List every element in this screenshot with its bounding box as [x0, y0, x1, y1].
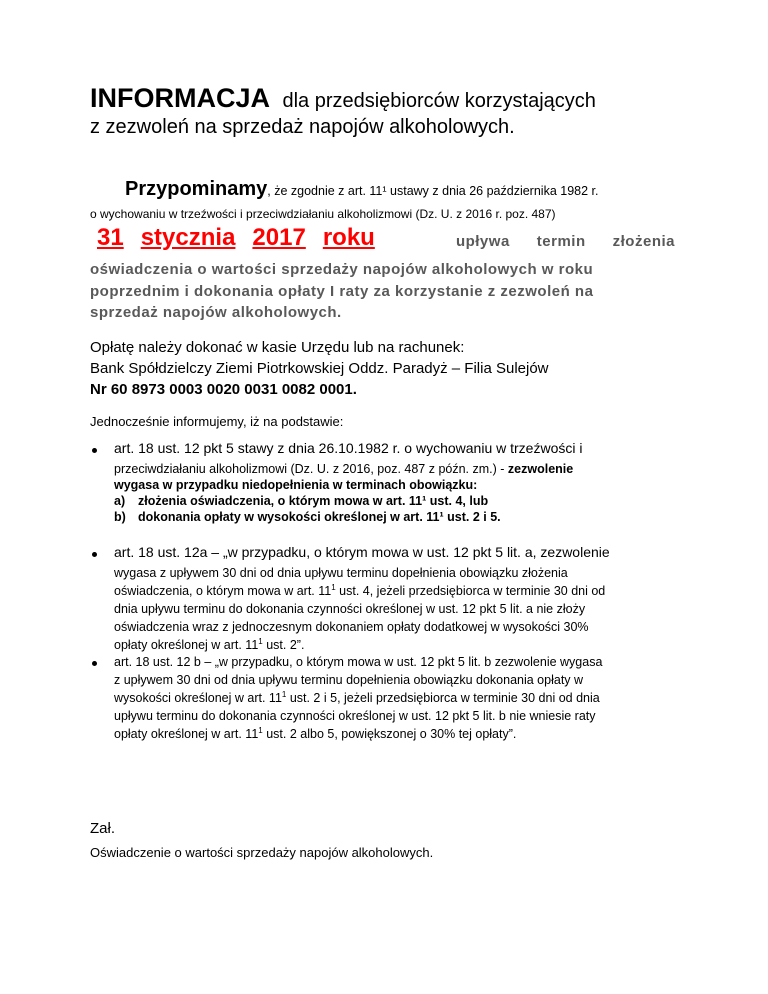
bullet2-line-3: [114, 584, 605, 598]
bullet2-line-6b: ust. 2”.: [262, 638, 305, 652]
reminder-date-line: [97, 224, 675, 252]
item-b-label: b): [114, 510, 126, 524]
bullet2-line-3-sup: 1: [331, 582, 336, 592]
bullet1-line-2: [114, 462, 573, 476]
bullet2-line-6-sup: 1: [258, 636, 263, 646]
bullet3-line-3a: wysokości określonej w art. 11: [114, 691, 282, 705]
bullet-dot-3: [92, 661, 97, 666]
reminder-grey-line-2: poprzednim i dokonania opłaty I raty za korzystanie z zezwoleń na: [90, 283, 594, 300]
bullet3-line-4: upływu terminu do dokonania czynności określonej w ust. 12 pkt 5 lit. b nie wniesie raty: [114, 709, 596, 723]
item-b-text: dokonania opłaty w wysokości określonej w art. 11¹ ust. 2 i 5.: [138, 510, 501, 524]
bullet1-line-2-bold: zezwolenie: [507, 462, 574, 476]
reminder-lead-rest: , że zgodnie z art. 11¹ ustawy z dnia 26 października 1982 r.: [267, 184, 599, 198]
bullet1-item-a: [114, 494, 488, 508]
bullet3-line-3-sup: 1: [281, 689, 287, 699]
title-rest: dla przedsiębiorców korzystających: [282, 90, 596, 112]
bullet1-line-1: art. 18 ust. 12 pkt 5 stawy z dnia 26.10.1982 r. o wychowaniu w trzeźwości i: [114, 440, 583, 456]
date-suffix: roku: [322, 224, 375, 251]
bullet2-line-6a: opłaty określonej w art. 11: [114, 638, 259, 652]
payment-line-1: Opłatę należy dokonać w kasie Urzędu lub na rachunek:: [90, 339, 465, 356]
document-title: [90, 83, 596, 114]
bullet1-line-3: wygasa w przypadku niedopełnienia w terminach obowiązku:: [114, 478, 478, 492]
bullet3-line-5a: opłaty określonej w art. 11: [114, 727, 259, 741]
deadline-after: [456, 224, 675, 252]
bullet3-line-5-sup: 1: [258, 725, 263, 735]
attachment-text: Oświadczenie o wartości sprzedaży napojów alkoholowych.: [90, 845, 434, 860]
after-word-1: upływa: [455, 233, 510, 250]
bullet-dot-1: [92, 448, 97, 453]
bullet3-line-5: [114, 727, 516, 741]
reminder-grey-line-3: sprzedaż napojów alkoholowych.: [90, 304, 342, 321]
payment-account-number: Nr 60 8973 0003 0020 0031 0082 0001.: [90, 381, 357, 398]
bullet3-line-2: z upływem 30 dni od dnia upływu terminu dopełnienia obowiązku dokonania opłaty w: [114, 673, 584, 687]
bullet2-line-5: oświadczenia wraz z jednoczesnym dokonaniem opłaty dodatkowej w wysokości 30%: [114, 620, 589, 634]
bullet3-line-3b: ust. 2 i 5, jeżeli przedsiębiorca w terminie 30 dni od dnia: [286, 691, 600, 705]
after-word-3: złożenia: [612, 233, 675, 250]
bullet-dot-2: [92, 552, 97, 557]
bullet2-line-3a: oświadczenia, o którym mowa w art. 11: [114, 584, 332, 598]
bullet2-line-2: wygasa z upływem 30 dni od dnia upływu terminu dopełnienia obowiązku złożenia: [114, 566, 568, 580]
bullet2-line-3b: ust. 4, jeżeli przedsiębiorca w terminie 30 dni od: [335, 584, 606, 598]
reminder-line-1: [125, 178, 598, 201]
item-a-text: złożenia oświadczenia, o którym mowa w art. 11¹ ust. 4, lub: [138, 494, 489, 508]
date-month: stycznia: [140, 224, 236, 251]
date-day: 31: [97, 224, 124, 251]
attachment-label: Zał.: [90, 820, 116, 837]
reminder-grey-line-1: oświadczenia o wartości sprzedaży napojów alkoholowych w roku: [90, 261, 594, 278]
bullet1-item-b: [114, 510, 501, 524]
bullet3-line-5b: ust. 2 albo 5, powiększonej o 30% tej opłaty”.: [262, 727, 517, 741]
bullet2-line-1: art. 18 ust. 12a – „w przypadku, o którym mowa w ust. 12 pkt 5 lit. a, zezwolenie: [114, 544, 610, 560]
date-year: 2017: [252, 224, 306, 251]
after-word-2: termin: [536, 233, 586, 250]
bullet2-line-4: dnia upływu terminu do dokonania czynności określonej w ust. 12 pkt 5 lit. a nie złoży: [114, 602, 586, 616]
title-emphasis: INFORMACJA: [90, 83, 270, 113]
item-a-label: a): [114, 494, 126, 508]
deadline-date: [97, 224, 375, 252]
reminder-lead: Przypominamy: [125, 178, 268, 200]
inform-line: Jednocześnie informujemy, iż na podstawie:: [90, 414, 344, 429]
title-line-2: z zezwoleń na sprzedaż napojów alkoholowych.: [90, 116, 515, 138]
bullet1-line-2-text: przeciwdziałaniu alkoholizmowi (Dz. U. z 2016, poz. 487 z późn. zm.) -: [114, 462, 508, 476]
bullet3-line-3: [114, 691, 600, 705]
payment-bank: Bank Spółdzielczy Ziemi Piotrkowskiej Oddz. Paradyż – Filia Sulejów: [90, 360, 549, 377]
reminder-line-2: o wychowaniu w trzeźwości i przeciwdziałaniu alkoholizmowi (Dz. U. z 2016 r. poz. 487): [90, 207, 556, 221]
bullet2-line-6: [114, 638, 304, 652]
bullet3-line-1: art. 18 ust. 12 b – „w przypadku, o którym mowa w ust. 12 pkt 5 lit. b zezwolenie wygasa: [114, 655, 603, 669]
